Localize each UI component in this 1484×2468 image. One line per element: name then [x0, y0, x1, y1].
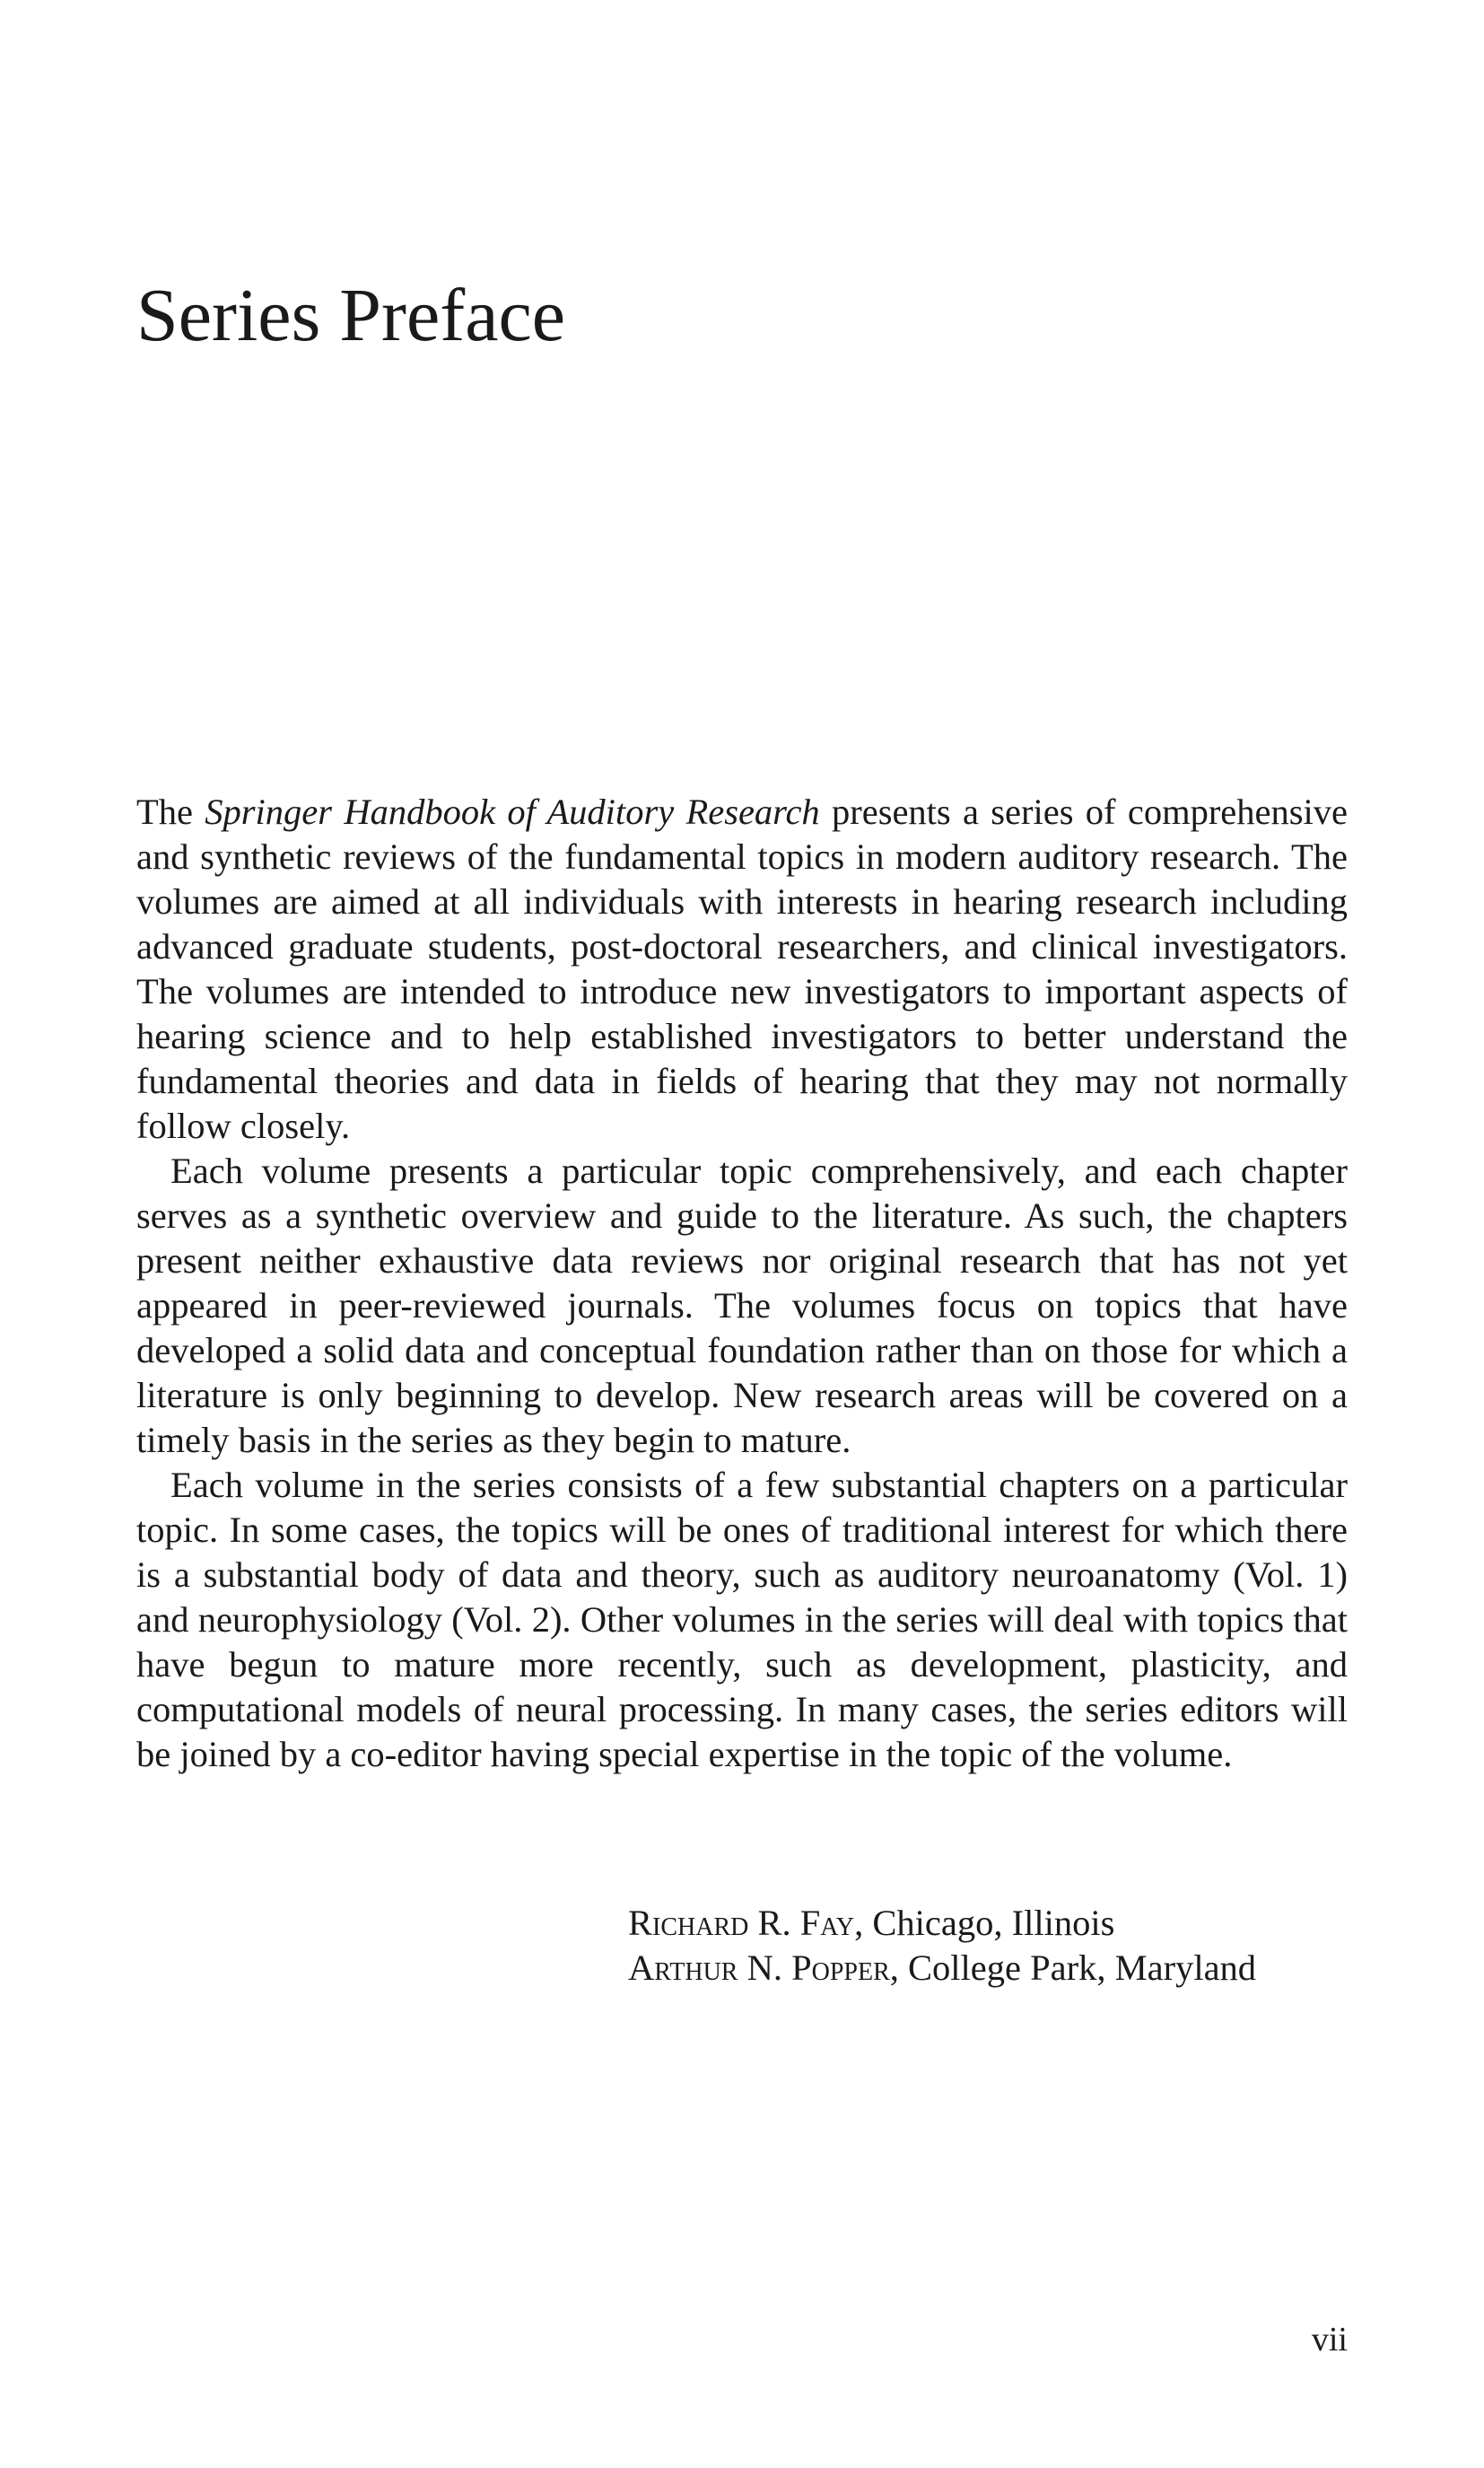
signature-fay-location: , Chicago, Illinois	[854, 1903, 1115, 1943]
page-title: Series Preface	[136, 274, 566, 357]
paragraph-1-rest: presents a series of comprehensive and synthetic reviews of the fundamental topics in modern auditory research. The volumes are aimed at all individuals with interests in hearing research including advanced graduate students, post-doctoral researchers, and clinical investigators. The volumes are intended to introduce new investigators to important aspects of hearing science and to help established investigators to better understand the fundamental theories and data in fields of hearing that they may not normally follow closely.	[136, 792, 1348, 1146]
signature-popper-initial: N.	[738, 1947, 792, 1988]
page-number: vii	[1311, 2321, 1348, 2359]
handbook-title: Springer Handbook of Auditory Research	[205, 792, 820, 832]
signature-popper	[628, 1946, 1256, 1991]
signature-fay-last: Fay	[799, 1903, 855, 1943]
signature-popper-first: Arthur	[628, 1947, 738, 1988]
paragraph-3: Each volume in the series consists of a few substantial chapters on a particular topic. In some cases, the topics will be ones of traditional interest for which there is a substantial body of data and theory, such as auditory neuroanatomy (Vol. 1) and neurophysiology (Vol. 2). Other volumes in the series will deal with topics that have begun to mature more recently, such as development, plasticity, and computational models of neural processing. In many cases, the series editors will be joined by a co-editor having special expertise in the topic of the volume.	[136, 1465, 1348, 1774]
signature-fay-initial: R.	[748, 1903, 800, 1943]
signature-fay-first: Richard	[628, 1903, 749, 1943]
preface-body	[136, 790, 1348, 1777]
paragraph-1-lead: The	[136, 792, 205, 832]
signature-popper-last: Popper	[791, 1947, 890, 1988]
paragraph-1	[136, 790, 1348, 1149]
signature-block	[628, 1901, 1256, 1991]
paragraph-2: Each volume presents a particular topic comprehensively, and each chapter serves as a synthetic overview and guide to the literature. As such, the chapters present neither exhaustive data reviews nor original research that has not yet appeared in peer-reviewed journals. The volumes focus on topics that have developed a solid data and conceptual foundation rather than on those for which a literature is only beginning to develop. New research areas will be covered on a timely basis in the series as they begin to mature.	[136, 1151, 1348, 1460]
signature-fay	[628, 1901, 1256, 1946]
signature-popper-location: , College Park, Maryland	[889, 1947, 1257, 1988]
